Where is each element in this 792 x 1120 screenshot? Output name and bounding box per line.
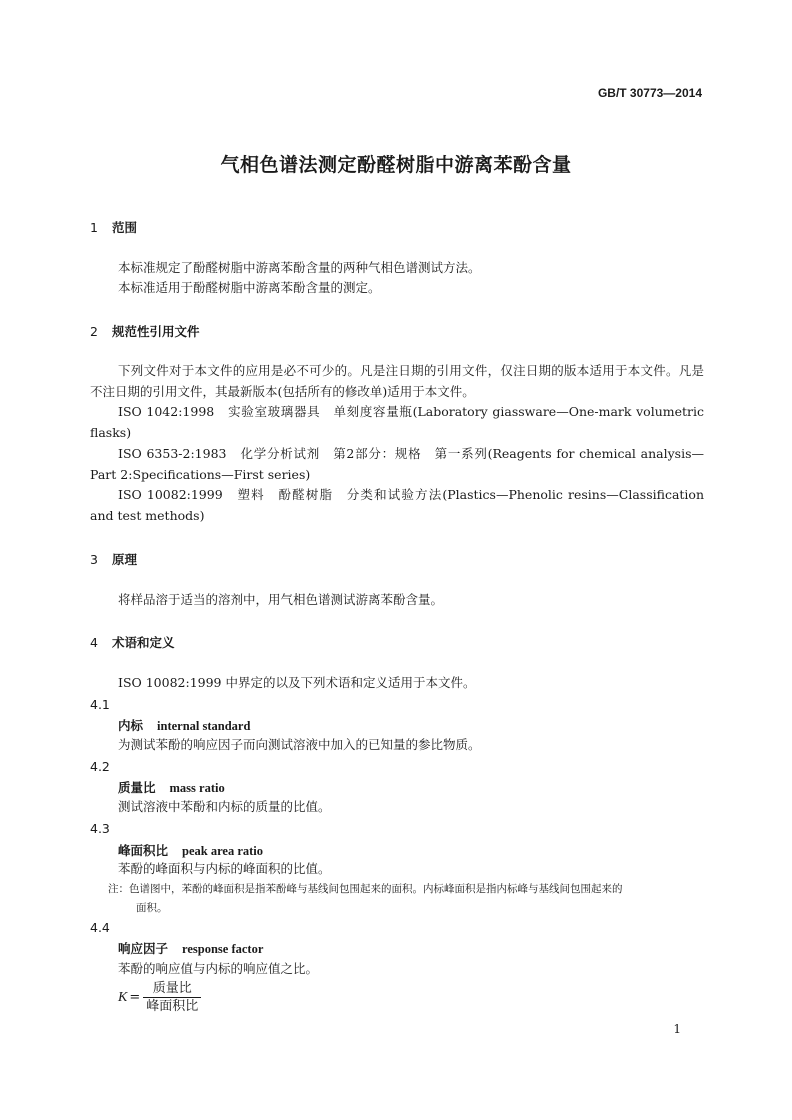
term-number: 4.3 [90,821,110,836]
reference-iso-10082 [90,485,704,526]
section-title: 规范性引用文件 [112,324,200,339]
term-definition: 苯酚的峰面积与内标的峰面积的比值。 [118,861,331,876]
section-3-heading [90,550,137,568]
formula-denominator: 峰面积比 [146,999,199,1014]
reference-iso-6353 [90,444,704,485]
formula-variable: K [118,989,128,1005]
term-zh: 内标 [118,718,144,733]
page-number: 1 [673,1022,681,1036]
reference-text: ISO 6353-2:1983 化学分析试剂 第2部分：规格 第一系列(Reagents for chemical analysis—Part 2:Specifications—First series) [90,446,704,482]
term-definition: 苯酚的响应值与内标的响应值之比。 [118,961,319,976]
section-title: 范围 [112,220,138,235]
term-en: mass ratio [169,781,225,795]
section-number: 3 [90,552,98,567]
section-number: 1 [90,220,98,235]
reference-iso-1042 [90,402,704,443]
term-number: 4.4 [90,920,110,935]
reference-text: ISO 10082:1999 塑料 酚醛树脂 分类和试验方法(Plastics—Phenolic resins—Classification and test methods) [90,487,704,523]
standard-number: GB/T 30773—2014 [597,86,702,100]
section-title: 原理 [112,552,138,567]
formula-equals: = [129,990,141,1005]
term-number: 4.1 [90,697,110,712]
note-text: 注：色谱图中，苯酚的峰面积是指苯酚峰与基线间包围起来的面积。内标峰面积是指内标峰与基线间包围起来的 [108,883,623,895]
reference-text: ISO 1042:1998 实验室玻璃器具 单刻度容量瓶(Laboratory giassware—One-mark volumetric flasks) [90,404,704,440]
scope-paragraph-1: 本标准规定了酚醛树脂中游离苯酚含量的两种气相色谱测试方法。 [118,260,481,275]
note-text-continued: 面积。 [136,902,168,914]
term-4-2 [118,778,225,796]
term-zh: 峰面积比 [118,843,169,858]
term-4-4 [118,939,263,957]
term-en: peak area ratio [182,844,264,858]
document-title: 气相色谱法测定酚醛树脂中游离苯酚含量 [220,154,572,176]
term-definition: 为测试苯酚的响应因子而向测试溶液中加入的已知量的参比物质。 [118,737,481,752]
scope-paragraph-2: 本标准适用于酚醛树脂中游离苯酚含量的测定。 [118,280,381,295]
formula-fraction [143,980,201,1015]
section-title: 术语和定义 [112,635,175,650]
response-factor-formula [118,980,201,1015]
term-en: response factor [182,942,264,956]
section-number: 2 [90,324,98,339]
term-4-3 [118,841,263,859]
term-4-1 [118,716,250,734]
section-number: 4 [90,635,98,650]
principle-paragraph: 将样品溶于适当的溶剂中，用气相色谱测试游离苯酚含量。 [118,592,444,607]
section-2-heading [90,322,200,340]
normative-intro-text: 下列文件对于本文件的应用是必不可少的。凡是注日期的引用文件，仅注日期的版本适用于本文件。凡是不注日期的引用文件，其最新版本(包括所有的修改单)适用于本文件。 [90,363,704,399]
note [108,880,704,918]
section-4-heading [90,633,175,651]
section-1-heading [90,218,137,236]
term-number: 4.2 [90,759,110,774]
term-zh: 响应因子 [118,941,169,956]
term-en: internal standard [157,719,251,733]
term-zh: 质量比 [118,780,156,795]
terms-intro: ISO 10082:1999 中界定的以及下列术语和定义适用于本文件。 [118,675,476,690]
formula-numerator: 质量比 [152,981,192,996]
normative-intro [90,361,704,402]
term-definition: 测试溶液中苯酚和内标的质量的比值。 [118,799,331,814]
